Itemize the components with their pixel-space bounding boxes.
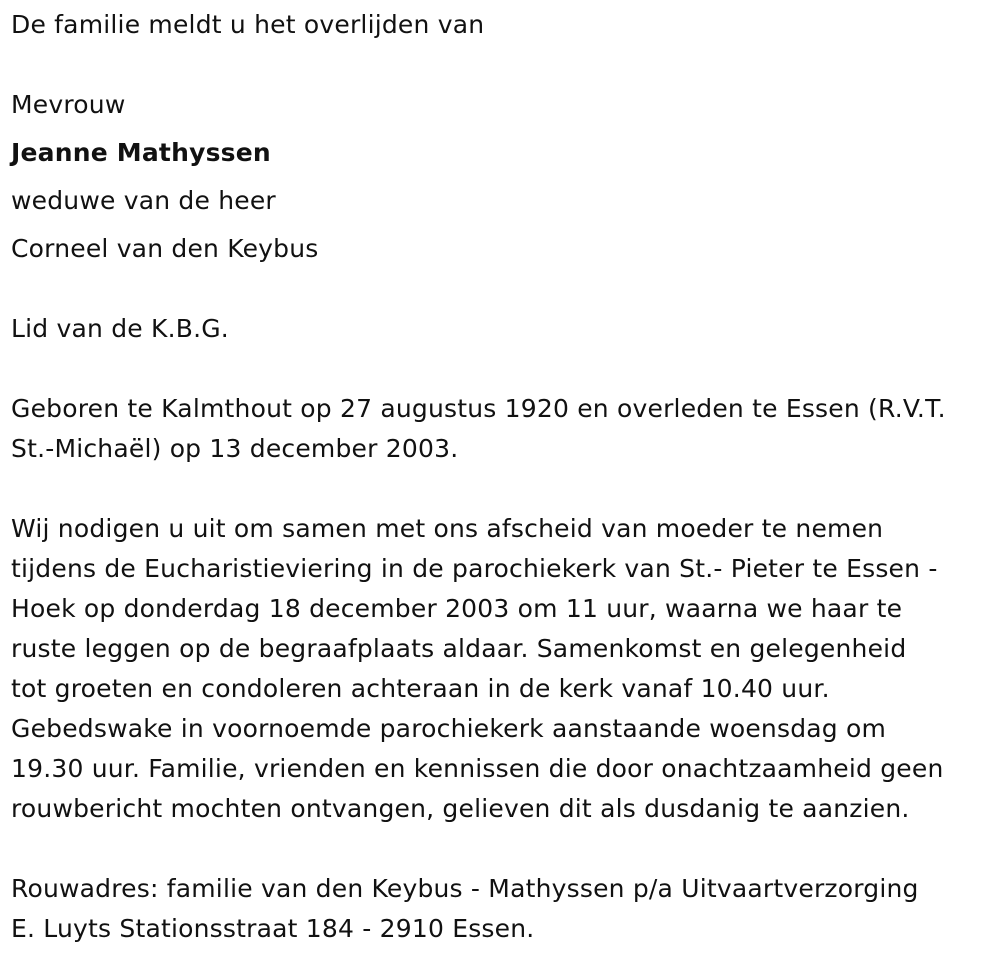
birth-death-line-1: Geboren te Kalmthout op 27 augustus 1920 en overleden te Essen (R.V.T. [11,394,946,423]
address-line-1: Rouwadres: familie van den Keybus - Mathyssen p/a Uitvaartverzorging [11,874,919,903]
invitation-line: Wij nodigen u uit om samen met ons afscheid van moeder te nemen [11,514,884,543]
birth-death-line-2: St.-Michaël) op 13 december 2003. [11,434,459,463]
invitation-line: Gebedswake in voornoemde parochiekerk aanstaande woensdag om [11,714,887,743]
invitation-line: Hoek op donderdag 18 december 2003 om 11 uur, waarna we haar te [11,594,903,623]
invitation-line: ruste leggen op de begraafplaats aldaar. Samenkomst en gelegenheid [11,634,907,663]
honorific: Mevrouw [11,90,126,119]
invitation-line: tijdens de Eucharistieviering in de parochiekerk van St.- Pieter te Essen - [11,554,938,583]
invitation-line: tot groeten en condoleren achteraan in de kerk vanaf 10.40 uur. [11,674,830,703]
invitation-line: rouwbericht mochten ontvangen, gelieven dit als dusdanig te aanzien. [11,794,910,823]
membership-text: Lid van de K.B.G. [11,314,229,343]
intro-text: De familie meldt u het overlijden van [11,10,485,39]
invitation-line: 19.30 uur. Familie, vrienden en kennissen die door onachtzaamheid geen [11,754,944,783]
widow-line: weduwe van de heer [11,186,276,215]
deceased-name: Jeanne Mathyssen [11,138,271,167]
spouse-name: Corneel van den Keybus [11,234,319,263]
address-line-2: E. Luyts Stationsstraat 184 - 2910 Essen. [11,914,535,943]
